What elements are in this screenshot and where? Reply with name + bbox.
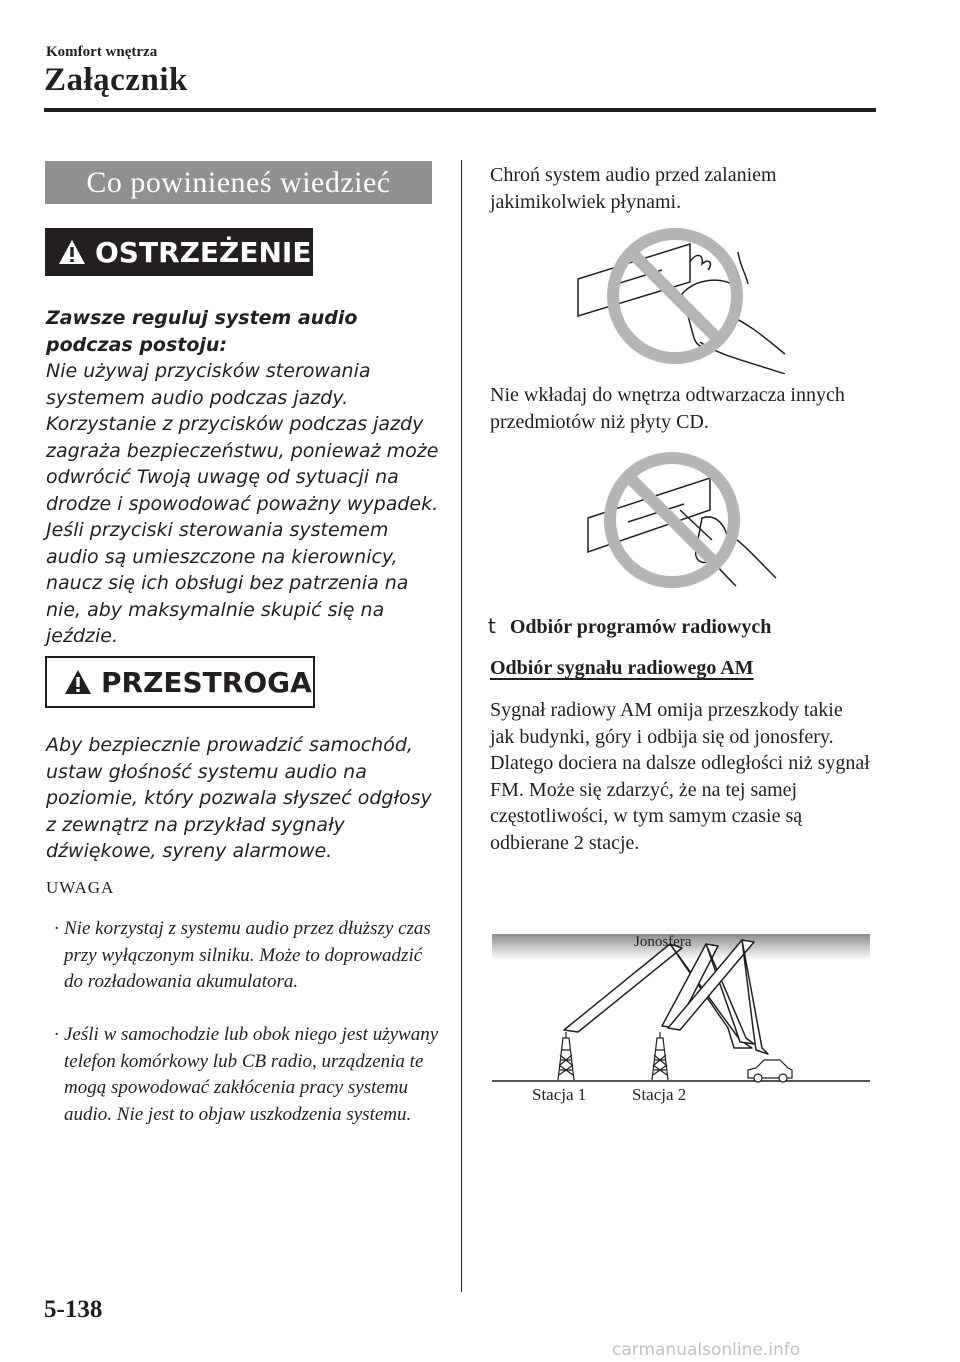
warning-text: Nie używaj przycisków sterowania systemem audio podczas jazdy. Korzystanie z przycisków podczas jazdy zagraża bezpieczeństwu, ponieważ może odwrócić Twoją uwagę od sytuacji na drodze i spowodować poważny wypadek. Jeśli przyciski sterowania systemem audio są umieszczone na kierownicy, naucz się ich obsługi bez patrzenia na nie, aby maksymalnie skupić się na jeździe. (46, 360, 439, 647)
bullet: · (54, 1024, 59, 1045)
caution-tag-label: PRZESTROGA (101, 665, 312, 699)
warning-triangle-icon (63, 668, 93, 696)
warning-triangle-icon (57, 238, 87, 266)
caution-body: Aby bezpiecznie prowadzić samochód, ustaw głośność systemu audio na poziomie, który pozwala słyszeć odgłosy z zewnątrz na przykład sygnały dźwiękowe, syreny alarmowe. (46, 734, 432, 862)
station-1-label: Stacja 1 (532, 1085, 587, 1104)
page-number: 5-138 (44, 1296, 103, 1323)
no-liquid-illustration (570, 224, 790, 374)
car-icon (748, 1060, 792, 1082)
subsection-heading-text: Odbiór programów radiowych (509, 616, 772, 638)
no-objects-illustration (580, 448, 780, 588)
warning-lead: Zawsze reguluj system audio podczas postoju: (46, 307, 358, 356)
warning-tag-label: OSTRZEŻENIE (95, 235, 312, 269)
chapter-title: Załącznik (44, 62, 188, 98)
station-2-label: Stacja 2 (632, 1085, 687, 1104)
watermark: carmanualsonline.info (612, 1340, 801, 1360)
note-item (54, 1022, 444, 1128)
running-section-label: Komfort wnętrza (46, 44, 158, 60)
note-item (54, 916, 444, 996)
note-title: UWAGA (46, 878, 115, 897)
caution-tag (45, 656, 315, 708)
note-text: Nie korzystaj z systemu audio przez dłuższy czas przy wyłączonym silniku. Może to doprowadzić do rozładowania akumulatora. (64, 918, 431, 992)
bullet: · (54, 918, 59, 939)
warning-body (46, 305, 446, 650)
paragraph-am: Sygnał radiowy AM omija przeszkody takie jak budynki, góry i odbija się od jonosfery. Dlatego dociera na dalsze odległości niż sygnał FM. Może się zdarzyć, że na tej samej częstotliwości, w tym samym czasie są odbierane 2 stacje. (490, 699, 870, 854)
paragraph-liquid: Chroń system audio przed zalaniem jakimikolwiek płynami. (490, 164, 777, 213)
prohibition-icon (613, 234, 737, 358)
am-heading: Odbiór sygnału radiowego AM (490, 657, 754, 679)
ionosphere-label: Jonosfera (634, 934, 692, 950)
radio-tower-2 (652, 1032, 668, 1080)
radio-tower-1 (558, 1032, 574, 1080)
subsection-marker: t (488, 614, 496, 638)
paragraph-cd: Nie wkładaj do wnętrza odtwarzacza innych przedmiotów niż płyty CD. (490, 384, 845, 433)
section-banner: Co powinieneś wiedzieć (45, 161, 432, 204)
prohibition-icon (610, 458, 734, 582)
subsection-heading (488, 614, 771, 639)
header-rule (44, 108, 876, 112)
column-divider (461, 160, 462, 1292)
note-text: Jeśli w samochodzie lub obok niego jest używany telefon komórkowy lub CB radio, urządzenia te mogą spowodować zakłócenia pracy systemu audio. Nie jest to objaw uszkodzenia systemu. (64, 1024, 439, 1125)
warning-tag (45, 228, 313, 276)
